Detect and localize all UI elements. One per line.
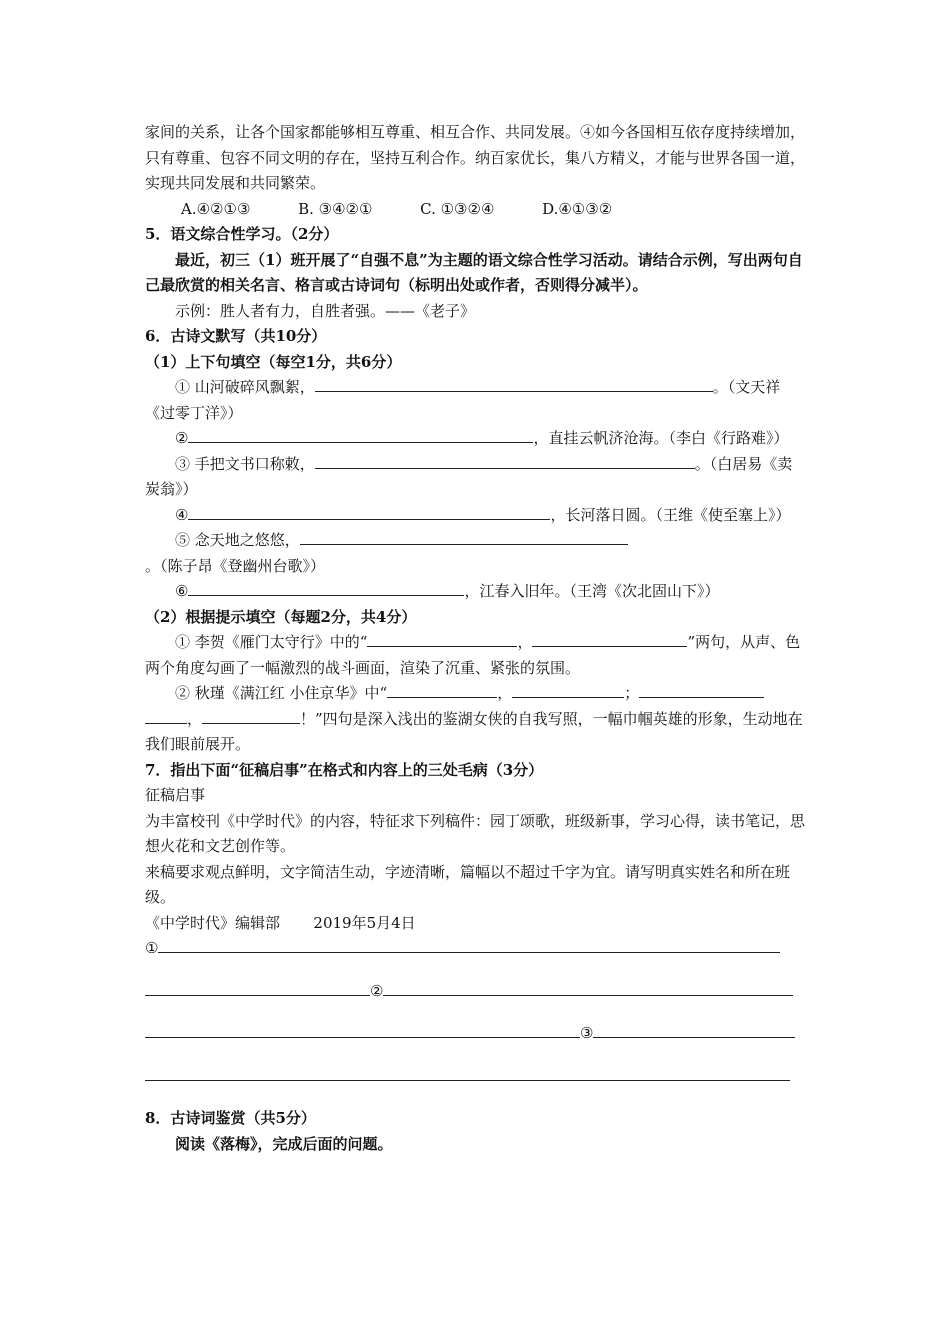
q7-answer-line-2: ② [145,979,805,1005]
notice-signature: 《中学时代》编辑部 2019年5月4日 [145,913,416,932]
q6-item-6: ⑥ ，江春入旧年。（王湾《次北固山下》） [175,582,720,600]
q6-heading: 6．古诗文默写（共10分） [145,327,327,345]
q6-part2-item-1: ① 李贺《雁门太守行》中的“ ， ”两句，从声、色两个角度勾画了一幅激烈的战斗画面，渲染了沉重、紧张的氛围。 [145,633,801,677]
exam-page [145,120,805,1157]
answer-blank[interactable] [512,682,624,698]
q6-item-4: ④ ，长河落日圆。（王维《使至塞上》） [175,505,791,524]
answer-blank[interactable] [367,631,517,647]
q5-prompt: 最近，初三（1）班开展了“自强不息”为主题的语文综合性学习活动。请结合示例，写出两句自己最欣赏的相关名言、格言或古诗词句（标明出处或作者，否则得分减半）。 [145,250,803,294]
answer-blank[interactable] [188,427,533,443]
q6-part2-item-2: ② 秋瑾《满江红 小住京华》中“ ， ；， ！”四句是深入浅出的鉴湖女侠的自我写照，一幅巾帼英雄的形象，生动地在我们眼前展开。 [145,684,803,753]
q7-heading: 7．指出下面“征稿启事”在格式和内容上的三处毛病（3分） [145,760,544,779]
q4-options [145,197,805,223]
q7-answer-line-3: ③ [145,1021,805,1047]
option-d: D.④①③② [542,199,613,218]
q5-heading: 5．语文综合性学习。（2分） [145,225,339,243]
q7-answer-line-4 [145,1064,805,1090]
answer-blank[interactable] [532,631,687,647]
answer-blank[interactable] [315,376,713,392]
option-b: B. ③④②① [298,199,373,218]
q6-part1-heading: （1）上下句填空（每空1分，共6分） [145,352,402,371]
q6-item-2: ② ，直挂云帆济沧海。（李白《行路难》） [175,429,789,447]
answer-blank[interactable] [315,453,695,469]
q6-item-1: ① 山河破碎风飘絮， 。（文天祥《过零丁洋》） [145,378,781,422]
answer-blank[interactable] [383,980,793,996]
answer-blank[interactable] [202,708,300,724]
answer-blank[interactable] [145,1065,790,1081]
answer-blank[interactable] [158,937,780,953]
q6-part2-heading: （2）根据提示填空（每题2分，共4分） [145,607,417,626]
q4-passage-tail: 家间的关系，让各个国家都能够相互尊重、相互合作、共同发展。④如今各国相互依存度持续增加，只有尊重、包容不同文明的存在，坚持互利合作。纳百家优长，集八方精义，才能与世界各国一道，实现共同发展和共同繁荣。 [145,123,806,192]
q6-item-3: ③ 手把文书口称敕， 。（白居易《卖炭翁》） [145,454,793,498]
answer-blank[interactable] [387,682,497,698]
q5-example: 示例：胜人者有力，自胜者强。——《老子》 [175,301,476,320]
answer-blank[interactable] [188,580,464,596]
q6-item-5: ⑤ 念天地之悠悠，。（陈子昂《登幽州台歌》） [145,528,805,579]
q8-heading: 8．古诗词鉴赏（共5分） [145,1109,316,1127]
q8-prompt: 阅读《落梅》，完成后面的问题。 [175,1134,393,1153]
answer-blank[interactable] [639,682,764,698]
option-c: C. ①③②④ [420,199,495,218]
notice-body-1: 为丰富校刊《中学时代》的内容，特征求下列稿件：园丁颂歌，班级新事，学习心得，读书笔记，思想火花和文艺创作等。 [145,811,806,855]
answer-blank[interactable] [145,1022,580,1038]
notice-body-2: 来稿要求观点鲜明，文字简洁生动，字迹清晰，篇幅以不超过千字为宜。请写明真实姓名和所在班级。 [145,862,791,906]
answer-blank[interactable] [145,708,187,724]
answer-blank[interactable] [593,1022,795,1038]
option-a: A.④②①③ [181,199,251,218]
answer-blank[interactable] [300,529,628,545]
notice-title: 征稿启事 [145,786,206,804]
q7-answer-line-1: ① [145,936,805,962]
answer-blank[interactable] [188,504,550,520]
answer-blank[interactable] [145,980,370,996]
